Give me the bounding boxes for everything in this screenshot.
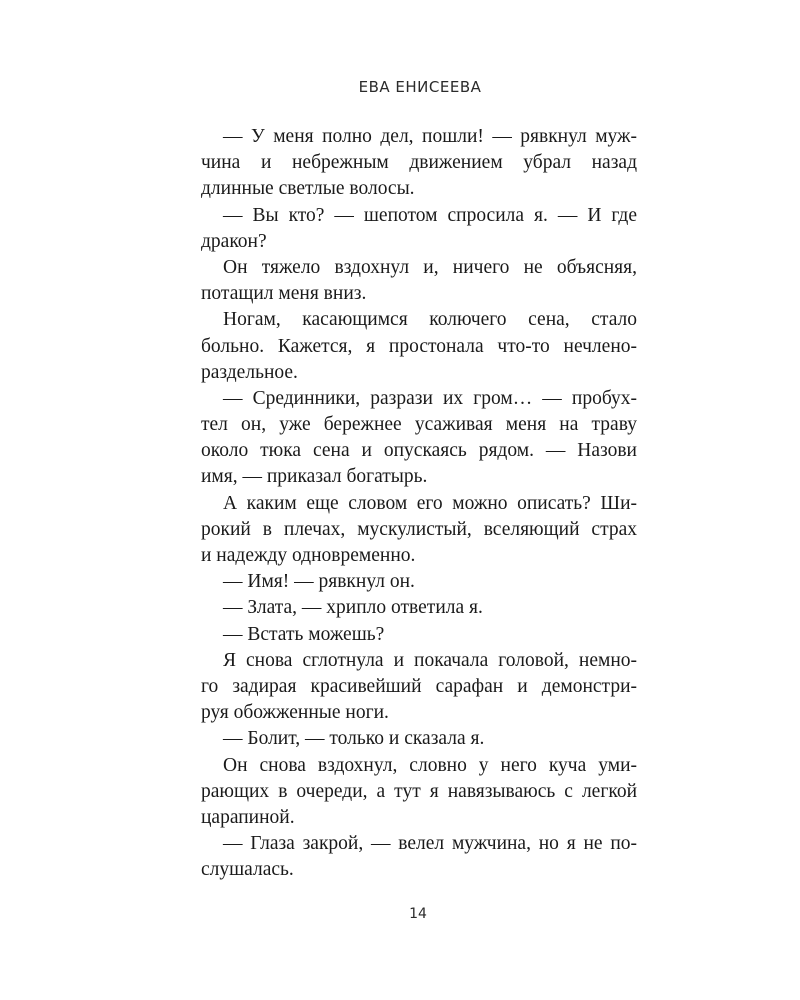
text-line: — Злата, — хрипло ответила я. — [223, 597, 483, 619]
text-line: и надежду одновременно. — [201, 545, 416, 566]
text-line: Он снова вздохнул, словно у него куча уми- — [223, 754, 637, 776]
text-line: дракон? — [201, 230, 267, 252]
running-head-author: ЕВА ЕНИСЕЕВА — [358, 78, 482, 96]
body-text — [201, 124, 637, 883]
page-number: 14 — [409, 906, 427, 922]
text-line: царапиной. — [201, 806, 295, 828]
text-line: — Болит, — только и сказала я. — [223, 728, 485, 750]
text-line: больно. Кажется, я простонала что-то нечлено- — [201, 335, 637, 357]
text-line: Он тяжело вздохнул и, ничего не объясняя, — [223, 256, 637, 278]
text-line: Ногам, касающимся колючего сена, стало — [223, 309, 637, 331]
text-line: рокий в плечах, мускулистый, вселяющий страх — [201, 518, 637, 540]
text-line: А каким еще словом его можно описать? Ши- — [223, 492, 637, 514]
text-line: длинные светлые волосы. — [201, 178, 415, 200]
text-line: — Вы кто? — шепотом спросила я. — И где — [223, 204, 637, 226]
text-line: — Глаза закрой, — велел мужчина, но я не по- — [223, 833, 637, 855]
text-line: раздельное. — [201, 361, 298, 383]
text-line: — Имя! — рявкнул он. — [223, 571, 415, 593]
text-line: — У меня полно дел, пошли! — рявкнул муж- — [223, 126, 637, 147]
text-line: рающих в очереди, а тут я навязываюсь с легкой — [201, 780, 637, 802]
text-line: го задирая красивейший сарафан и демонстри- — [201, 675, 637, 697]
text-line: слушалась. — [201, 859, 294, 881]
text-line: — Срединники, разрази их гром… — пробух- — [223, 387, 637, 409]
text-line: тел он, уже бережнее усаживая меня на траву — [201, 414, 637, 436]
text-line: имя, — приказал богатырь. — [201, 466, 428, 488]
text-line: потащил меня вниз. — [201, 283, 367, 305]
text-line: чина и небрежным движением убрал назад — [201, 152, 637, 174]
text-line: — Встать можешь? — [223, 623, 385, 645]
text-line: руя обожженные ноги. — [201, 702, 389, 724]
text-line: Я снова сглотнула и покачала головой, немно- — [223, 649, 637, 671]
text-line: около тюка сена и опускаясь рядом. — Назови — [201, 440, 637, 462]
